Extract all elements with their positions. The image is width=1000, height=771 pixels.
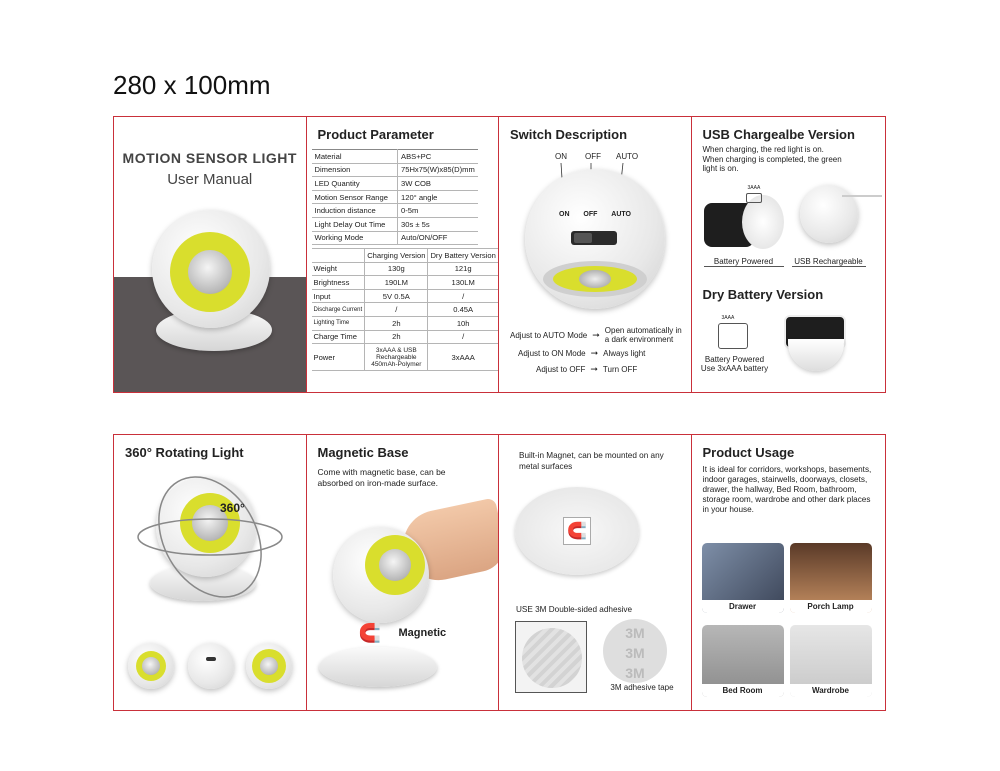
battery-icon — [718, 323, 748, 349]
switch-row-off — [536, 364, 637, 375]
base-bottom-image — [515, 487, 639, 575]
usb-description: When charging, the red light is on. When charging is completed, the green light is on. — [702, 145, 842, 173]
switch-device-image — [525, 169, 665, 309]
version-table — [312, 248, 499, 371]
table-cell: 121g — [428, 262, 498, 276]
table-row — [312, 316, 499, 330]
auto-label: AUTO — [616, 152, 639, 161]
table-cell: Material — [312, 150, 398, 164]
table-cell: 130g — [365, 262, 428, 276]
dry-battery-caption-line-1: Battery Powered — [704, 355, 765, 364]
porch-lamp-photo — [790, 543, 872, 613]
table-cell: ABS+PC — [398, 150, 478, 164]
usage-panel — [692, 435, 886, 710]
table-row — [312, 204, 478, 218]
table-cell: / — [365, 303, 428, 317]
usb-rechargeable-caption: USB Rechargeable — [792, 257, 866, 267]
back-view-image — [188, 643, 234, 689]
slide-switch — [571, 231, 617, 245]
battery-icon-label: 3AAA — [747, 185, 761, 191]
dry-battery-icon-label: 3AAA — [721, 315, 735, 321]
parameter-table — [312, 149, 478, 245]
table-cell: Auto/ON/OFF — [398, 231, 478, 245]
parameter-panel — [307, 117, 500, 392]
switch-result: Turn OFF — [602, 365, 638, 374]
panel-title: Product Parameter — [317, 127, 434, 142]
adhesive-base-image — [515, 621, 587, 693]
table-row — [312, 163, 478, 177]
table-cell: 190LM — [365, 276, 428, 290]
battery-icon — [746, 193, 762, 203]
table-cell: / — [428, 330, 498, 344]
tape-print: 3M — [625, 645, 645, 661]
switch-result: Always light — [603, 349, 646, 358]
table-row — [312, 330, 499, 344]
rotating-panel — [114, 435, 307, 710]
table-cell: Charge Time — [312, 330, 365, 344]
on-label: ON — [555, 152, 567, 161]
table-row — [312, 303, 499, 317]
table-cell: Working Mode — [312, 231, 398, 245]
builtin-description: Built-in Magnet, can be mounted on any metal surfaces — [519, 451, 664, 471]
switch-row-on — [518, 348, 645, 359]
photo-label: Drawer — [702, 600, 784, 613]
device-switch-labels — [559, 211, 631, 218]
dry-battery-caption-line-2: Use 3xAAA battery — [700, 364, 769, 373]
tape-caption: 3M adhesive tape — [610, 683, 674, 692]
table-row — [312, 150, 478, 164]
table-cell: 3W COB — [398, 177, 478, 191]
switch-action: Adjust to ON Mode — [518, 349, 586, 358]
table-cell: 10h — [428, 316, 498, 330]
table-row — [312, 262, 499, 276]
arrow-right-icon: ➞ — [592, 329, 600, 340]
table-cell: 3xAAA & USB Rechargeable 450mAh-Polymer — [365, 344, 428, 371]
builtin-magnet-panel — [499, 435, 692, 710]
side-view-image — [246, 643, 292, 689]
table-row — [312, 217, 478, 231]
table-cell: Light Delay Out Time — [312, 217, 398, 231]
usb-cable — [842, 195, 882, 197]
table-row — [312, 177, 478, 191]
panel-title: Magnetic Base — [317, 445, 409, 460]
table-row — [312, 190, 478, 204]
cover-subtitle: User Manual — [167, 171, 253, 188]
table-cell: Weight — [312, 262, 365, 276]
table-cell: Lighting Time — [312, 316, 365, 330]
magnetic-base-image — [319, 647, 437, 687]
table-cell: 75Hx75(W)x85(D)mm — [398, 163, 478, 177]
photo-label: Wardrobe — [790, 684, 872, 697]
magnet-icon: 🧲 — [563, 517, 591, 545]
table-cell: 0-5m — [398, 204, 478, 218]
adhesive-title: USE 3M Double-sided adhesive — [516, 605, 633, 614]
photo-label: Porch Lamp — [790, 600, 872, 613]
magnet-icon: 🧲 — [358, 623, 381, 643]
usb-version-panel — [692, 117, 886, 392]
table-row — [312, 276, 499, 290]
table-cell — [312, 249, 365, 263]
magnetic-description: Come with magnetic base, can be absorbed on iron-made surface. — [317, 467, 446, 488]
panel-title: Switch Description — [510, 127, 628, 142]
table-cell: 0.45A — [428, 303, 498, 317]
wardrobe-photo — [790, 625, 872, 697]
table-cell: Brightness — [312, 276, 365, 290]
table-cell: 3xAAA — [428, 344, 498, 371]
table-cell: 5V 0.5A — [365, 289, 428, 303]
device-off-label: OFF — [583, 211, 598, 218]
table-cell: Dimension — [312, 163, 398, 177]
table-header-cell: Charging Version — [365, 249, 428, 263]
table-row — [312, 231, 478, 245]
usage-description: It is ideal for corridors, workshops, basements, indoor garages, stairwells, doorways, closets, drawer, the hallway, Bed Room, bathroom, storage room, wardrobe and other dark places in your house. — [702, 465, 872, 514]
tape-print: 3M — [625, 625, 645, 641]
table-cell: Power — [312, 344, 365, 371]
magnetic-base-panel — [307, 435, 500, 710]
photo-label: Bed Room — [702, 684, 784, 697]
device-on-label: ON — [559, 211, 570, 218]
battery-compartment-image — [704, 185, 784, 249]
battery-powered-caption: Battery Powered — [704, 257, 784, 267]
manual-front-strip — [113, 116, 886, 393]
table-cell: / — [428, 289, 498, 303]
tape-print: 3M — [625, 665, 645, 681]
table-cell: 130LM — [428, 276, 498, 290]
cob-ring — [543, 261, 647, 297]
drawer-photo — [702, 543, 784, 613]
table-header-row — [312, 249, 499, 263]
tape-image — [603, 619, 667, 683]
table-cell: Induction distance — [312, 204, 398, 218]
panel-title: USB Chargealbe Version — [702, 127, 855, 142]
arrow-right-icon: ➞ — [590, 364, 598, 374]
rotation-badge: 360° — [220, 501, 245, 515]
manual-back-strip — [113, 434, 886, 711]
cover-panel — [114, 117, 307, 392]
dry-battery-device-image — [784, 305, 848, 373]
table-cell: 2h — [365, 316, 428, 330]
switch-panel — [499, 117, 692, 392]
table-cell: LED Quantity — [312, 177, 398, 191]
front-view-image — [128, 643, 174, 689]
bed-room-photo — [702, 625, 784, 697]
table-cell: Input — [312, 289, 365, 303]
switch-action: Adjust to OFF — [536, 365, 586, 374]
table-row — [312, 289, 499, 303]
table-cell: Motion Sensor Range — [312, 190, 398, 204]
switch-action: Adjust to AUTO Mode — [510, 330, 588, 340]
table-cell: Discharge Current — [312, 303, 365, 317]
device-auto-label: AUTO — [611, 211, 631, 218]
product-image — [152, 210, 270, 328]
sensor-lens — [188, 250, 232, 294]
panel-title: 360° Rotating Light — [125, 445, 244, 460]
arrow-right-icon: ➞ — [590, 348, 599, 358]
table-header-cell: Dry Battery Version — [428, 249, 498, 263]
table-cell: 120° angle — [398, 190, 478, 204]
switch-result: Open automatically in a dark environment — [604, 326, 682, 344]
table-cell: 2h — [365, 330, 428, 344]
dry-battery-caption — [694, 355, 776, 373]
document-title: 280 x 100mm — [113, 70, 271, 100]
panel-title: Product Usage — [702, 445, 795, 460]
cover-title: MOTION SENSOR LIGHT — [122, 150, 297, 166]
usb-device-image — [800, 185, 858, 243]
switch-row-auto — [510, 326, 685, 344]
dry-battery-title: Dry Battery Version — [702, 287, 824, 302]
magnetic-label: Magnetic — [398, 627, 447, 639]
table-cell: 30s ± 5s — [398, 217, 478, 231]
magnetic-device-image — [333, 527, 429, 623]
table-row — [312, 344, 499, 371]
off-label: OFF — [585, 152, 601, 161]
